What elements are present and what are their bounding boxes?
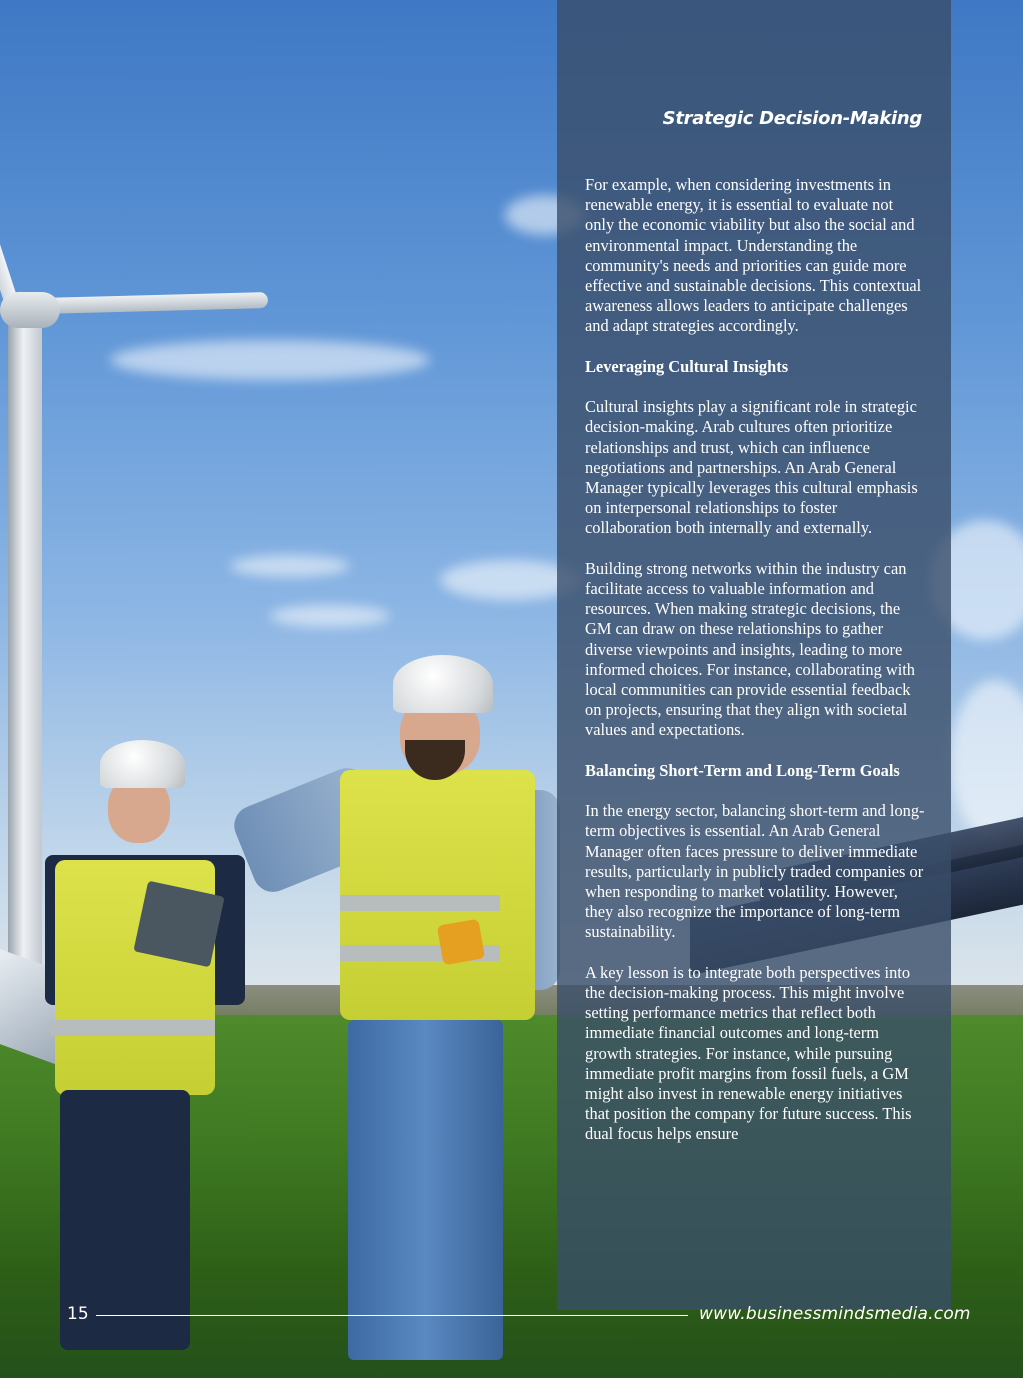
page-number: 15: [67, 1304, 89, 1324]
jeans: [348, 1020, 503, 1360]
article-body: [585, 175, 925, 1165]
reflective-stripe: [340, 895, 500, 911]
reflective-stripe: [50, 1020, 215, 1036]
subheading: Leveraging Cultural Insights: [585, 356, 789, 376]
wind-turbine-hub: [0, 292, 60, 328]
website-link[interactable]: www.businessmindsmedia.com: [699, 1304, 971, 1324]
paragraph: Building strong networks within the industry can facilitate access to valuable information and resources. When making strategic decisions, the GM can draw on these relationships to gather diverse viewpoints and insights, leading to more informed choices. For instance, collaborating with local communities can provide essential feedback on projects, ensuring that they align with societal values and expectations.: [585, 558, 915, 740]
cloud: [270, 605, 390, 627]
paragraph: Cultural insights play a significant role in strategic decision-making. Arab cultures often prioritize relationships and trust, which can influence negotiations and partnerships. An Arab General Manager typically leverages this cultural emphasis on interpersonal relationships to foster collaboration both internally and externally.: [585, 397, 918, 538]
cloud: [110, 340, 430, 380]
paragraph: A key lesson is to integrate both perspectives into the decision-making process. This might involve setting performance metrics that reflect both immediate financial outcomes and long-term growth strategies. For instance, while pursuing immediate profit margins from fossil fuels, a GM might also invest in renewable energy initiatives that position the company for future success. This dual focus helps ensure: [585, 962, 912, 1144]
hard-hat: [393, 655, 493, 713]
subheading: Balancing Short-Term and Long-Term Goals: [585, 760, 900, 780]
hard-hat: [100, 740, 185, 788]
footer-divider: [96, 1315, 688, 1316]
paragraph: For example, when considering investments in renewable energy, it is essential to evaluate not only the economic viability but also the social and environmental impact. Understanding the community's needs and priorities can guide more effective and sustainable decisions. This contextual awareness allows leaders to anticipate challenges and adapt strategies accordingly.: [585, 175, 922, 336]
meter-device: [437, 919, 485, 966]
section-title: Strategic Decision-Making: [662, 108, 922, 129]
paragraph: In the energy sector, balancing short-term and long-term objectives is essential. An Arab General Manager often faces pressure to deliver immediate results, particularly in publicly traded companies or when responding to market volatility. However, they also recognize the importance of long-term sustainability.: [585, 801, 925, 942]
cloud: [230, 555, 350, 577]
wind-turbine-tower: [8, 300, 42, 1000]
